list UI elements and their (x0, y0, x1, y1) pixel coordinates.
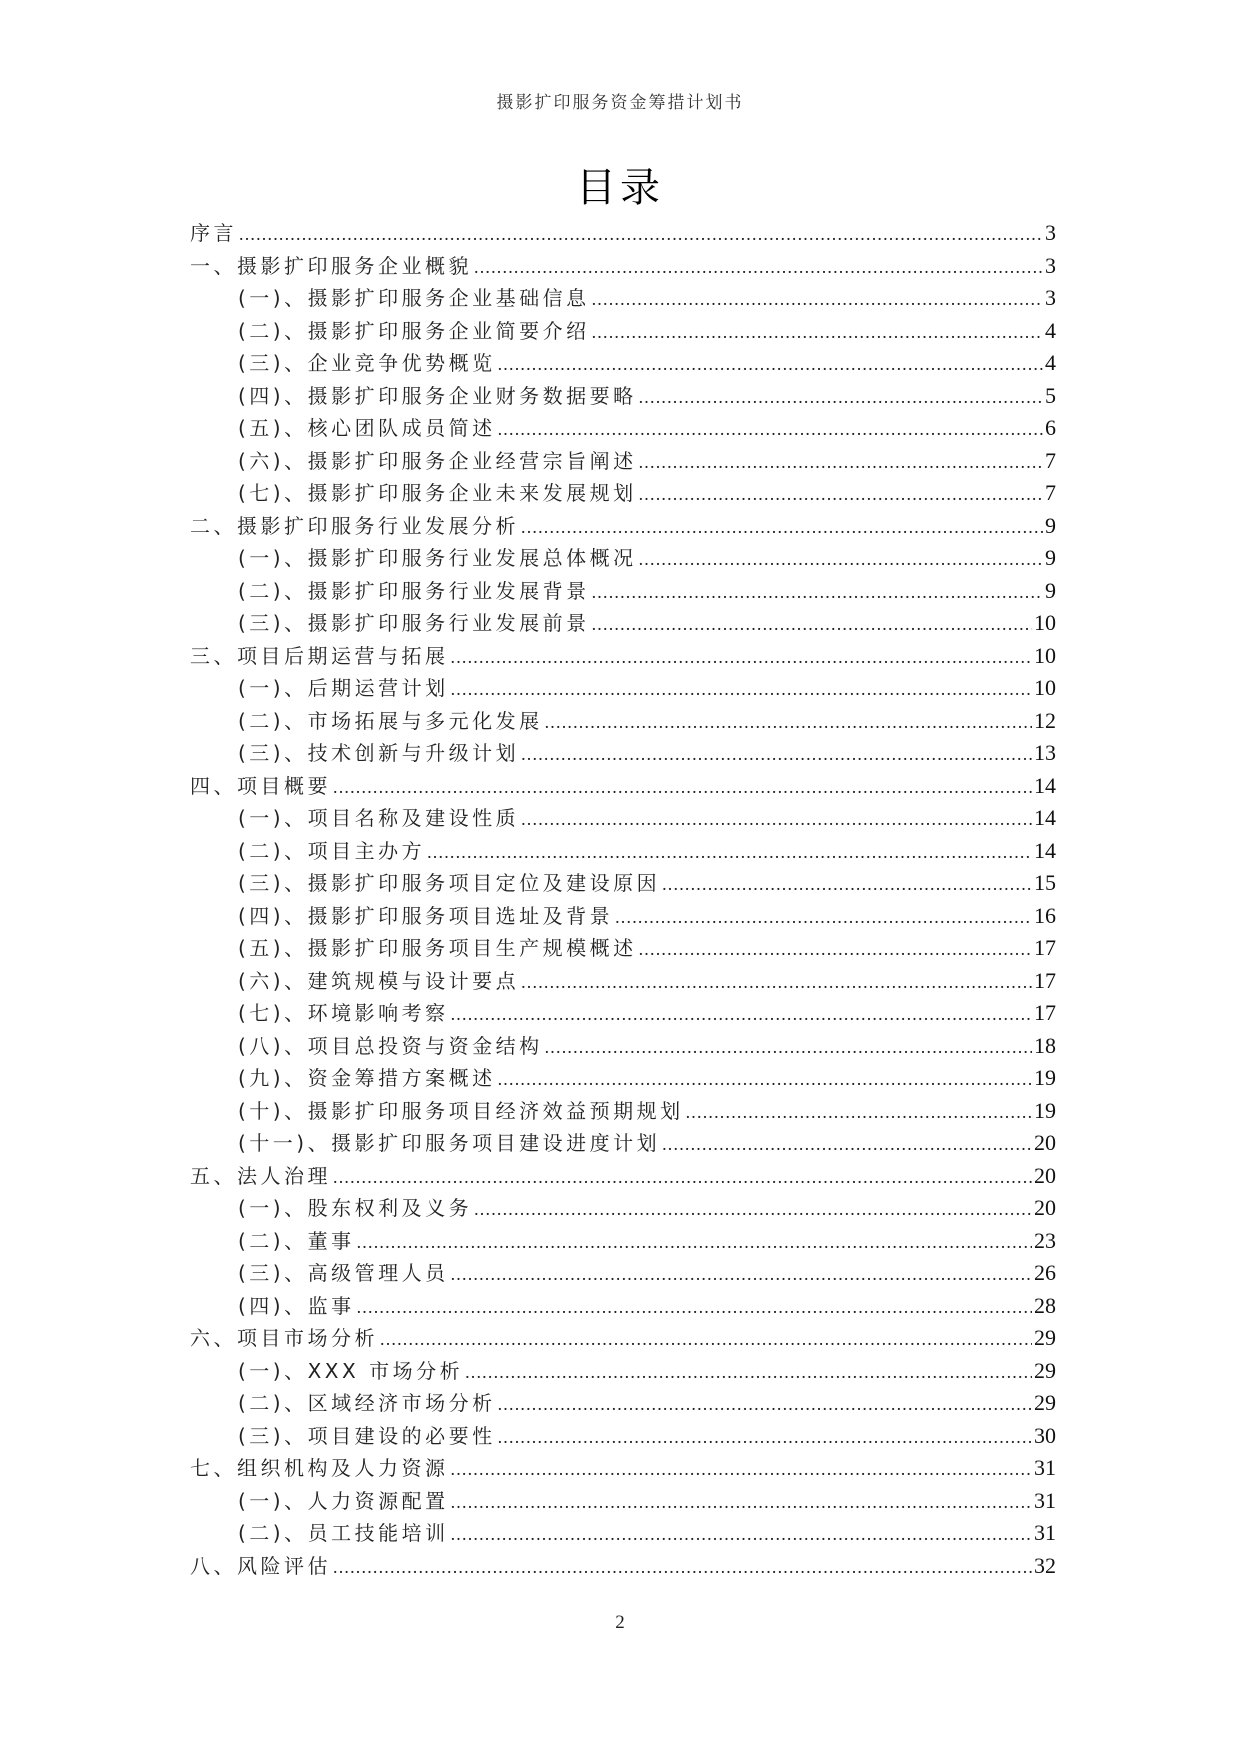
toc-entry-label: (一)、后期运营计划 (238, 676, 449, 700)
dot-leader (662, 868, 1032, 901)
toc-entry-page-number: 10 (1034, 642, 1056, 668)
dot-leader (639, 446, 1043, 479)
toc-section-entry[interactable] (190, 900, 1056, 933)
toc-entry-label: 序言 (190, 221, 237, 245)
toc-section-entry[interactable] (190, 542, 1056, 575)
toc-section-entry[interactable] (190, 1225, 1056, 1258)
toc-section-entry[interactable] (190, 672, 1056, 705)
toc-entry-page-number: 4 (1045, 317, 1056, 343)
toc-entry-page-number: 9 (1045, 545, 1056, 570)
toc-section-entry[interactable] (190, 705, 1056, 738)
toc-section-entry[interactable] (190, 607, 1056, 640)
toc-entry-page-number: 31 (1034, 1455, 1056, 1480)
toc-entry-page-number: 13 (1034, 740, 1056, 765)
toc-entry-label: (四)、监事 (238, 1293, 355, 1318)
toc-entry-label: (八)、项目总投资与资金结构 (238, 1033, 543, 1058)
toc-chapter-entry[interactable] (190, 1322, 1056, 1355)
toc-section-entry[interactable] (190, 1290, 1056, 1323)
toc-entry-page-number: 15 (1034, 870, 1056, 895)
toc-section-entry[interactable] (190, 380, 1056, 413)
toc-entry-page-number: 18 (1034, 1032, 1056, 1058)
toc-entry-label: (四)、摄影扩印服务企业财务数据要略 (238, 383, 637, 408)
dot-leader (451, 1518, 1032, 1551)
toc-section-entry[interactable] (190, 1095, 1056, 1128)
toc-entry-label: (六)、摄影扩印服务企业经营宗旨阐述 (238, 448, 637, 473)
toc-entry-page-number: 3 (1045, 285, 1056, 310)
toc-entry-label: (十)、摄影扩印服务项目经济效益预期规划 (238, 1098, 684, 1123)
toc-entry-label: 六、项目市场分析 (190, 1326, 378, 1350)
toc-entry-page-number: 14 (1034, 837, 1056, 863)
toc-entry-page-number: 20 (1034, 1130, 1056, 1155)
dot-leader (662, 1128, 1032, 1161)
dot-leader (474, 251, 1043, 284)
toc-entry-label: (一)、项目名称及建设性质 (238, 806, 520, 830)
toc-entry-page-number: 14 (1034, 772, 1056, 798)
toc-entry-label: (六)、建筑规模与设计要点 (238, 968, 520, 993)
dot-leader (592, 283, 1043, 316)
toc-chapter-entry[interactable] (190, 640, 1056, 673)
dot-leader (451, 641, 1033, 674)
toc-entry-page-number: 3 (1045, 252, 1056, 278)
dot-leader (521, 803, 1032, 836)
toc-entry-label: 七、组织机构及人力资源 (190, 1456, 449, 1480)
dot-leader (592, 608, 1032, 641)
toc-section-entry[interactable] (190, 737, 1056, 770)
toc-title: 目录 (576, 165, 664, 211)
dot-leader (498, 1421, 1032, 1454)
toc-entry-label: (二)、项目主办方 (238, 838, 426, 863)
dot-leader (357, 1226, 1032, 1259)
dot-leader (451, 998, 1032, 1031)
dot-leader (521, 966, 1032, 999)
toc-entry-page-number: 3 (1045, 220, 1056, 245)
toc-entry-label: 二、摄影扩印服务行业发展分析 (190, 513, 519, 538)
toc-entry-page-number: 4 (1045, 350, 1056, 375)
dot-leader (545, 706, 1032, 739)
toc-entry-label: (二)、董事 (238, 1228, 355, 1253)
toc-chapter-entry[interactable] (190, 250, 1056, 283)
toc-section-entry[interactable] (190, 412, 1056, 445)
toc-entry-label: (十一)、摄影扩印服务项目建设进度计划 (238, 1131, 661, 1155)
dot-leader (521, 738, 1032, 771)
toc-entry-label: (三)、摄影扩印服务行业发展前景 (238, 611, 590, 635)
toc-entry-label: (一)、XXX 市场分析 (238, 1358, 464, 1383)
dot-leader (498, 1388, 1032, 1421)
dot-leader (451, 1486, 1032, 1519)
toc-section-entry[interactable] (190, 1355, 1056, 1388)
toc-entry-label: (五)、摄影扩印服务项目生产规模概述 (238, 936, 637, 960)
toc-section-entry[interactable] (190, 1030, 1056, 1063)
toc-entry-page-number: 9 (1045, 577, 1056, 603)
dot-leader (333, 1551, 1032, 1584)
toc-section-entry[interactable] (190, 1062, 1056, 1095)
toc-entry-label: (二)、摄影扩印服务行业发展背景 (238, 578, 590, 603)
toc-section-entry[interactable] (190, 835, 1056, 868)
toc-entry-label: (三)、企业竞争优势概览 (238, 351, 496, 375)
toc-entry-page-number: 31 (1034, 1520, 1056, 1545)
dot-leader (639, 933, 1032, 966)
toc-entry-page-number: 7 (1045, 480, 1056, 505)
toc-entry-label: (二)、区域经济市场分析 (238, 1391, 496, 1415)
toc-entry-label: (九)、资金筹措方案概述 (238, 1066, 496, 1090)
dot-leader (639, 381, 1043, 414)
dot-leader (639, 543, 1043, 576)
toc-entry-label: (一)、股东权利及义务 (238, 1196, 473, 1220)
toc-entry-page-number: 6 (1045, 415, 1056, 440)
toc-entry-page-number: 10 (1034, 675, 1056, 700)
toc-entry-label: (四)、摄影扩印服务项目选址及背景 (238, 903, 614, 928)
toc-entry-page-number: 10 (1034, 610, 1056, 635)
toc-entry-page-number: 5 (1045, 382, 1056, 408)
toc-entry-label: (三)、技术创新与升级计划 (238, 741, 520, 765)
toc-entry-label: 八、风险评估 (190, 1553, 331, 1578)
dot-leader (427, 836, 1032, 869)
dot-leader (521, 511, 1043, 544)
dot-leader (592, 316, 1043, 349)
toc-entry-page-number: 14 (1034, 805, 1056, 830)
dot-leader (451, 673, 1032, 706)
toc-section-entry[interactable] (190, 1485, 1056, 1518)
toc-entry-label: (三)、摄影扩印服务项目定位及建设原因 (238, 871, 661, 895)
toc-section-entry[interactable] (190, 445, 1056, 478)
toc-entry-label: 四、项目概要 (190, 773, 331, 798)
toc-entry-page-number: 29 (1034, 1390, 1056, 1415)
dot-leader (592, 576, 1043, 609)
toc-section-entry[interactable] (190, 1192, 1056, 1225)
toc-section-entry[interactable] (190, 867, 1056, 900)
toc-entry-page-number: 32 (1034, 1552, 1056, 1578)
toc-chapter-entry[interactable] (190, 1550, 1056, 1583)
toc-section-entry[interactable] (190, 347, 1056, 380)
toc-section-entry[interactable] (190, 1517, 1056, 1550)
toc-section-entry[interactable] (190, 932, 1056, 965)
dot-leader (615, 901, 1032, 934)
toc-entry-page-number: 30 (1034, 1422, 1056, 1448)
toc-entry-page-number: 31 (1034, 1487, 1056, 1513)
toc-entry-label: (五)、核心团队成员简述 (238, 416, 496, 440)
dot-leader (357, 1291, 1032, 1324)
toc-entry-label: (二)、市场拓展与多元化发展 (238, 708, 543, 733)
page-number: 2 (615, 1612, 625, 1633)
dot-leader (474, 1193, 1032, 1226)
toc-entry-label: 一、摄影扩印服务企业概貌 (190, 253, 472, 278)
toc-chapter-entry[interactable] (190, 1452, 1056, 1485)
toc-entry-label: (二)、摄影扩印服务企业简要介绍 (238, 318, 590, 343)
toc-entry-label: (一)、摄影扩印服务企业基础信息 (238, 286, 590, 310)
toc-entry-page-number: 29 (1034, 1357, 1056, 1383)
toc-entry-page-number: 19 (1034, 1065, 1056, 1090)
table-of-contents (190, 217, 1056, 1582)
toc-section-entry[interactable] (190, 1127, 1056, 1160)
toc-entry-page-number: 19 (1034, 1097, 1056, 1123)
toc-entry-page-number: 7 (1045, 447, 1056, 473)
toc-chapter-entry[interactable] (190, 770, 1056, 803)
dot-leader (686, 1096, 1032, 1129)
toc-entry-page-number: 9 (1045, 512, 1056, 538)
toc-entry-page-number: 29 (1034, 1325, 1056, 1350)
toc-entry-label: (七)、环境影响考察 (238, 1001, 449, 1025)
toc-entry-page-number: 16 (1034, 902, 1056, 928)
dot-leader (451, 1258, 1032, 1291)
toc-section-entry[interactable] (190, 802, 1056, 835)
dot-leader (333, 1161, 1032, 1194)
toc-entry-page-number: 17 (1034, 1000, 1056, 1025)
toc-section-entry[interactable] (190, 477, 1056, 510)
toc-entry-page-number: 20 (1034, 1162, 1056, 1188)
toc-entry-label: (三)、项目建设的必要性 (238, 1423, 496, 1448)
toc-section-entry[interactable] (190, 965, 1056, 998)
dot-leader (498, 413, 1043, 446)
toc-section-entry[interactable] (190, 1257, 1056, 1290)
toc-section-entry[interactable] (190, 315, 1056, 348)
toc-section-entry[interactable] (190, 1387, 1056, 1420)
toc-entry-label: (二)、员工技能培训 (238, 1521, 449, 1545)
toc-section-entry[interactable] (190, 282, 1056, 315)
toc-chapter-entry[interactable] (190, 217, 1056, 250)
dot-leader (239, 218, 1043, 251)
toc-entry-page-number: 28 (1034, 1292, 1056, 1318)
toc-entry-label: 五、法人治理 (190, 1163, 331, 1188)
dot-leader (380, 1323, 1032, 1356)
dot-leader (465, 1356, 1032, 1389)
toc-entry-page-number: 23 (1034, 1227, 1056, 1253)
dot-leader (639, 478, 1043, 511)
dot-leader (498, 348, 1043, 381)
toc-entry-label: (一)、摄影扩印服务行业发展总体概况 (238, 546, 637, 570)
toc-entry-label: (七)、摄影扩印服务企业未来发展规划 (238, 481, 637, 505)
toc-entry-page-number: 17 (1034, 967, 1056, 993)
toc-section-entry[interactable] (190, 575, 1056, 608)
dot-leader (498, 1063, 1032, 1096)
toc-entry-label: (三)、高级管理人员 (238, 1261, 449, 1285)
toc-chapter-entry[interactable] (190, 1160, 1056, 1193)
running-header: 摄影扩印服务资金筹措计划书 (496, 93, 744, 113)
toc-entry-page-number: 20 (1034, 1195, 1056, 1220)
dot-leader (545, 1031, 1032, 1064)
toc-entry-page-number: 12 (1034, 707, 1056, 733)
toc-entry-page-number: 17 (1034, 935, 1056, 960)
toc-entry-page-number: 26 (1034, 1260, 1056, 1285)
toc-section-entry[interactable] (190, 1420, 1056, 1453)
dot-leader (333, 771, 1032, 804)
dot-leader (451, 1453, 1033, 1486)
toc-section-entry[interactable] (190, 997, 1056, 1030)
toc-entry-label: (一)、人力资源配置 (238, 1488, 449, 1513)
toc-entry-label: 三、项目后期运营与拓展 (190, 643, 449, 668)
toc-chapter-entry[interactable] (190, 510, 1056, 543)
